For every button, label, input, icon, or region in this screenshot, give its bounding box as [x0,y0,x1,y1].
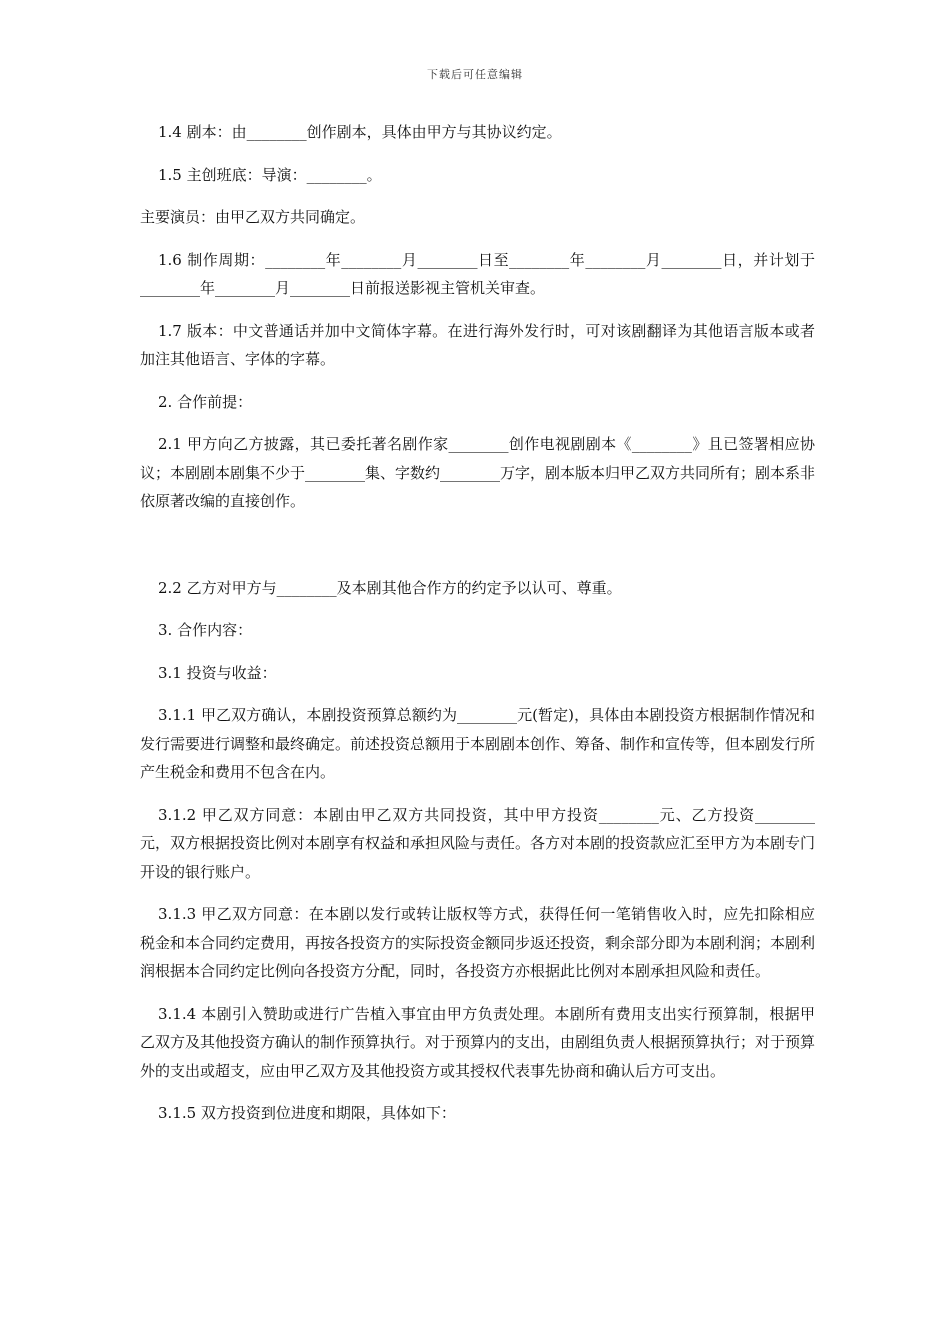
paragraph-3-1-5: 3.1.5 双方投资到位进度和期限，具体如下： [158,1104,456,1122]
paragraph-main-actors: 主要演员：由甲乙双方共同确定。 [140,208,366,226]
paragraph-3-1-4: 3.1.4 本剧引入赞助或进行广告植入事宜由甲方负责处理。本剧所有费用支出实行预算制，根据甲乙双方及其他投资方确认的制作预算执行。对于预算内的支出，由剧组负责人根据预算执行；对于预算外的支出或超支，应由甲乙双方及其他投资方或其授权代表事先协商和确认后方可支出。 [140,1004,816,1080]
paragraph-1-7: 1.7 版本：中文普通话并加中文简体字幕。在进行海外发行时，可对该剧翻译为其他语言版本或者加注其他语言、字体的字幕。 [140,321,815,368]
page-header: 下载后可任意编辑 [427,68,523,81]
paragraph-1-6: 1.6 制作周期：________年________月________日至________年________月________日，并计划于________年________月________日前报送影视主管机关审查。 [140,250,815,297]
paragraph-1-5: 1.5 主创班底：导演：________。 [158,165,382,184]
paragraph-2-1: 2.1 甲方向乙方披露，其已委托著名剧作家________创作电视剧剧本《________》且已签署相应协议；本剧剧本剧集不少于________集、字数约________万字，剧本版本归甲乙双方共同所有；剧本系非依原著改编的直接创作。 [140,435,816,510]
paragraph-2-2: 2.2 乙方对甲方与________及本剧其他合作方的约定予以认可、尊重。 [158,578,622,597]
paragraph-3-1-2: 3.1.2 甲乙双方同意：本剧由甲乙双方共同投资，其中甲方投资________元、乙方投资________元，双方根据投资比例对本剧享有权益和承担风险与责任。各方对本剧的投资款应汇至甲方为本剧专门开设的银行账户。 [140,805,816,881]
paragraph-1-4: 1.4 剧本：由________创作剧本，具体由甲方与其协议约定。 [158,123,562,141]
document-body [140,118,815,1128]
paragraph-3-1-3: 3.1.3 甲乙双方同意：在本剧以发行或转让版权等方式，获得任何一笔销售收入时，应先扣除相应税金和本合同约定费用，再按各投资方的实际投资金额同步返还投资，剩余部分即为本剧利润；本剧利润根据本合同约定比例向各投资方分配，同时，各投资方亦根据此比例对本剧承担风险和责任。 [140,905,816,980]
paragraph-3-1-1: 3.1.1 甲乙双方确认，本剧投资预算总额约为________元(暂定)，具体由本剧投资方根据制作情况和发行需要进行调整和最终确定。前述投资总额用于本剧剧本创作、筹备、制作和宣传等，但本剧发行所产生税金和费用不包含在内。 [140,706,816,781]
section-heading-2: 2. 合作前提： [158,392,253,411]
section-heading-3-1: 3.1 投资与收益： [158,663,277,682]
section-heading-3: 3. 合作内容： [158,621,253,639]
